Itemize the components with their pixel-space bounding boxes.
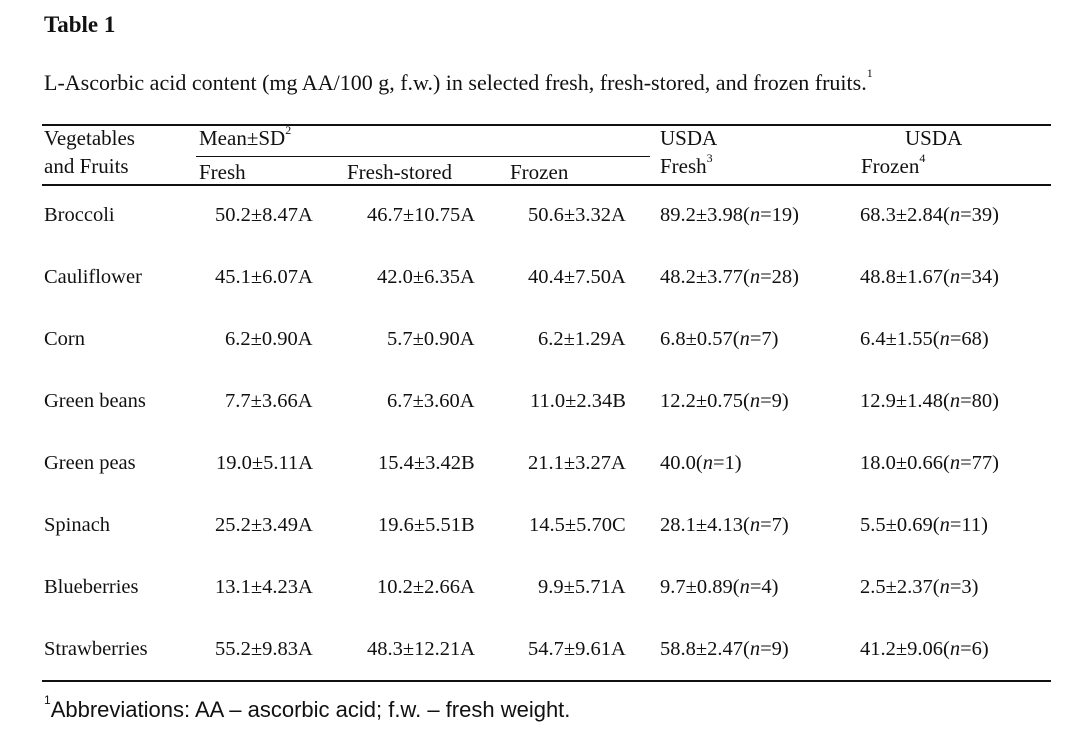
cell-usda-fresh: 9.7±0.89(n=4) [660, 576, 779, 598]
header-row-label-line2: and Fruits [44, 154, 129, 178]
cell-usda-frozen: 48.8±1.67(n=34) [860, 266, 999, 288]
header-usda-frozen-footnote-mark: 4 [919, 151, 926, 165]
cell-fresh: 25.2±3.49A [215, 514, 313, 536]
caption-text: L-Ascorbic acid content (mg AA/100 g, f.w.) in selected fresh, fresh-stored, and frozen fruits. [44, 70, 867, 95]
cell-fresh: 7.7±3.66A [225, 390, 313, 412]
row-label: Blueberries [44, 576, 139, 598]
row-label: Spinach [44, 514, 111, 536]
cell-frozen: 9.9±5.71A [538, 576, 626, 598]
row-label: Green beans [44, 390, 146, 412]
cell-frozen: 40.4±7.50A [528, 266, 626, 288]
table-title: Table 1 [44, 12, 116, 37]
row-label: Strawberries [44, 638, 148, 660]
row-label: Corn [44, 328, 85, 350]
cell-usda-fresh: 12.2±0.75(n=9) [660, 390, 789, 412]
cell-usda-fresh: 6.8±0.57(n=7) [660, 328, 779, 350]
cell-usda-fresh: 40.0(n=1) [660, 452, 742, 474]
cell-fresh: 55.2±9.83A [215, 638, 313, 660]
cell-fresh-stored: 5.7±0.90A [387, 328, 475, 350]
cell-usda-frozen: 12.9±1.48(n=80) [860, 390, 999, 412]
cell-fresh-stored: 15.4±3.42B [378, 452, 475, 474]
header-bottom-rule [42, 184, 1051, 186]
header-usda-frozen-text: Frozen [861, 154, 920, 178]
top-rule [42, 124, 1051, 126]
header-usda-frozen-line2 [861, 151, 926, 178]
cell-usda-frozen: 5.5±0.69(n=11) [860, 514, 988, 536]
cell-frozen: 54.7±9.61A [528, 638, 626, 660]
row-label: Broccoli [44, 204, 115, 226]
header-fresh: Fresh [199, 160, 246, 184]
cell-usda-frozen: 2.5±2.37(n=3) [860, 576, 979, 598]
cell-frozen: 14.5±5.70C [529, 514, 626, 536]
row-label: Green peas [44, 452, 136, 474]
header-usda-fresh-line1: USDA [660, 126, 718, 150]
cell-fresh-stored: 46.7±10.75A [367, 204, 476, 226]
cell-fresh-stored: 19.6±5.51B [378, 514, 475, 536]
cell-frozen: 6.2±1.29A [538, 328, 626, 350]
footnote-text: Abbreviations: AA – ascorbic acid; f.w. – fresh weight. [50, 697, 571, 722]
cell-fresh-stored: 42.0±6.35A [377, 266, 475, 288]
cell-usda-fresh: 48.2±3.77(n=28) [660, 266, 799, 288]
cell-usda-frozen: 18.0±0.66(n=77) [860, 452, 999, 474]
header-fresh-stored: Fresh-stored [347, 160, 452, 184]
cell-fresh-stored: 10.2±2.66A [377, 576, 475, 598]
row-label: Cauliflower [44, 266, 142, 288]
bottom-rule [42, 680, 1051, 682]
cell-usda-frozen: 41.2±9.06(n=6) [860, 638, 989, 660]
cell-fresh-stored: 6.7±3.60A [387, 390, 475, 412]
cell-usda-fresh: 58.8±2.47(n=9) [660, 638, 789, 660]
cell-fresh: 50.2±8.47A [215, 204, 313, 226]
header-mean-sd-text: Mean±SD [199, 126, 286, 150]
table-caption [44, 66, 873, 96]
header-usda-fresh-text: Fresh [660, 154, 707, 178]
cell-usda-frozen: 68.3±2.84(n=39) [860, 204, 999, 226]
footnote-mark: 1 [44, 693, 51, 707]
mean-sd-underline [196, 156, 650, 157]
header-row-label-line1: Vegetables [44, 126, 135, 150]
header-usda-frozen-line1: USDA [905, 126, 963, 150]
header-usda-fresh-line2 [660, 151, 713, 178]
header-mean-sd [199, 123, 292, 150]
cell-frozen: 50.6±3.32A [528, 204, 626, 226]
header-usda-fresh-footnote-mark: 3 [706, 151, 713, 165]
header-mean-sd-footnote-mark: 2 [285, 123, 292, 137]
cell-fresh: 13.1±4.23A [215, 576, 313, 598]
header-frozen: Frozen [510, 160, 569, 184]
cell-fresh-stored: 48.3±12.21A [367, 638, 476, 660]
caption-footnote-mark: 1 [866, 66, 873, 80]
cell-frozen: 21.1±3.27A [528, 452, 626, 474]
cell-fresh: 19.0±5.11A [216, 452, 314, 474]
cell-fresh: 45.1±6.07A [215, 266, 313, 288]
cell-usda-fresh: 89.2±3.98(n=19) [660, 204, 799, 226]
cell-frozen: 11.0±2.34B [530, 390, 626, 412]
table-footnote [44, 693, 571, 723]
cell-usda-frozen: 6.4±1.55(n=68) [860, 328, 989, 350]
cell-usda-fresh: 28.1±4.13(n=7) [660, 514, 789, 536]
cell-fresh: 6.2±0.90A [225, 328, 313, 350]
